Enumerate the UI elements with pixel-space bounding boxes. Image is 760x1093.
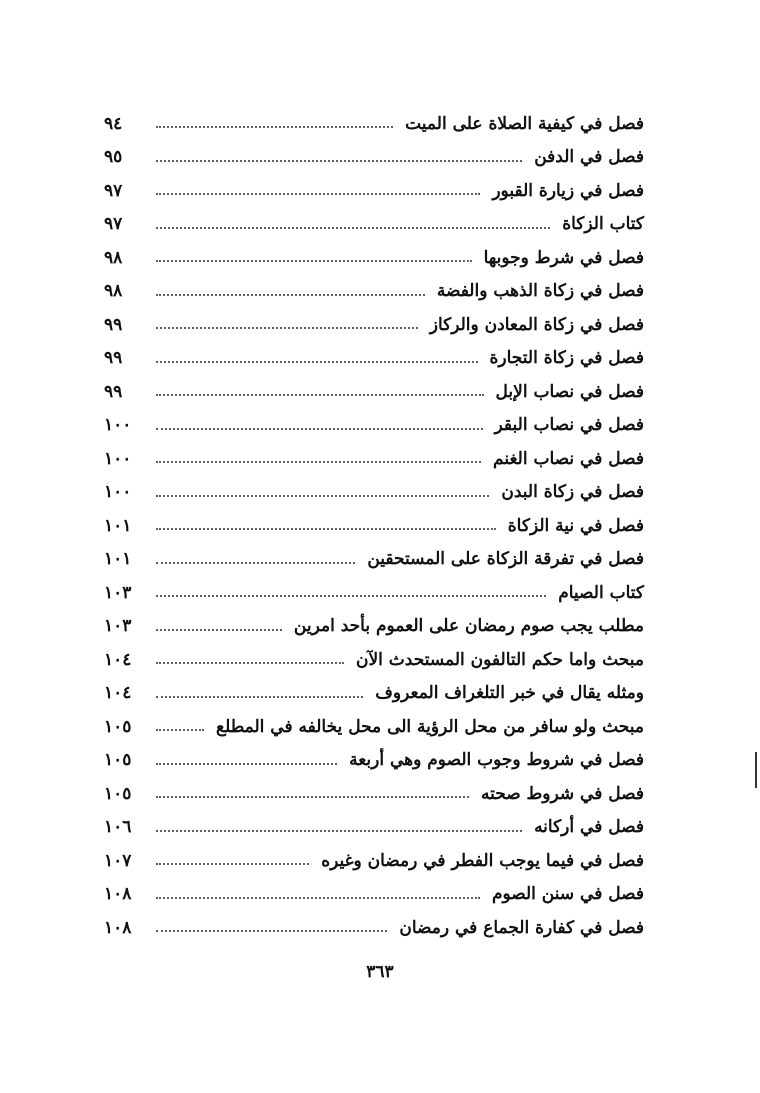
toc-entry-page-number: ١٠١: [104, 515, 132, 536]
toc-entry-page-number: ٩٧: [104, 180, 123, 201]
toc-entry-title: ومثله يقال في خبر التلغراف المعروف: [375, 683, 644, 704]
toc-entry-page-number: ١٠٤: [104, 683, 132, 704]
toc-entry-page-number: ١٠٥: [104, 783, 132, 804]
toc-entry-title: فصل في زكاة المعادن والركاز: [429, 314, 644, 335]
toc-entry-title: فصل في تفرقة الزكاة على المستحقين: [367, 549, 644, 570]
toc-entry-title: فصل في نصاب البقر: [494, 415, 644, 436]
toc-entry-page-number: ١٠٧: [104, 850, 132, 871]
dot-leader: [156, 594, 546, 597]
toc-entry-page-number: ١٠٣: [104, 616, 132, 637]
page-number: ٣٦٣: [366, 962, 394, 982]
toc-entry-title: فصل في زكاة البدن: [501, 482, 644, 503]
toc-entry-title: فصل في سنن الصوم: [491, 884, 644, 905]
toc-entry-title: مبحث ولو سافر من محل الرؤية الى محل يخالفه في المطلع: [216, 716, 644, 737]
dot-leader: [156, 762, 337, 765]
dot-leader: [156, 661, 344, 664]
toc-entry: [104, 643, 644, 677]
toc-entry-page-number: ٩٧: [104, 214, 123, 235]
toc-entry-title: فصل في أركانه: [534, 817, 644, 838]
dot-leader: [156, 192, 480, 195]
toc-entry-title: مبحث واما حكم التالفون المستحدث الآن: [355, 649, 644, 670]
toc-entry: [104, 710, 644, 744]
dot-leader: [156, 460, 481, 463]
toc-entry-page-number: ١٠٠: [104, 448, 132, 469]
toc-entry-title: فصل في زكاة الذهب والفضة: [436, 281, 644, 302]
toc-entry-title: فصل في الدفن: [534, 147, 644, 168]
toc-entry-title: فصل في فيما يوجب الفطر في رمضان وغيره: [321, 850, 644, 871]
toc-entry-title: كتاب الزكاة: [562, 214, 644, 235]
toc-entry: [104, 208, 644, 242]
toc-entry: [104, 777, 644, 811]
toc-entry-page-number: ١٠٨: [104, 884, 132, 905]
toc-entry: [104, 275, 644, 309]
toc-entry-page-number: ١٠٥: [104, 750, 132, 771]
dot-leader: [156, 326, 418, 329]
toc-entry: [104, 409, 644, 443]
toc-entry: [104, 811, 644, 845]
toc-entry: [104, 442, 644, 476]
dot-leader: [156, 159, 522, 162]
toc-entry-page-number: ٩٩: [104, 314, 123, 335]
toc-entry: [104, 476, 644, 510]
toc-entry-title: فصل في نية الزكاة: [507, 515, 644, 536]
toc-entry-title: فصل في نصاب الإبل: [495, 381, 644, 402]
toc-entry-title: فصل في كيفية الصلاة على الميت: [405, 113, 644, 134]
toc-entry-title: فصل في شروط وجوب الصوم وهي أربعة: [349, 750, 644, 771]
dot-leader: [156, 896, 480, 899]
dot-leader: [156, 628, 282, 631]
toc-entry: [104, 241, 644, 275]
toc-entry: [104, 744, 644, 778]
toc-entry-page-number: ٩٥: [104, 147, 123, 168]
toc-entry-page-number: ١٠٦: [104, 817, 132, 838]
toc-entry-page-number: ٩٩: [104, 348, 123, 369]
toc-entry: [104, 844, 644, 878]
toc-entry: [104, 878, 644, 912]
dot-leader: [156, 259, 472, 262]
table-of-contents: [104, 107, 644, 945]
toc-entry-page-number: ١٠٥: [104, 716, 132, 737]
dot-leader: [156, 695, 363, 698]
scan-edge-mark: [755, 752, 757, 788]
toc-entry-page-number: ١٠٣: [104, 582, 132, 603]
toc-entry-page-number: ١٠١: [104, 549, 132, 570]
toc-entry: [104, 911, 644, 945]
dot-leader: [156, 561, 355, 564]
dot-leader: [156, 494, 489, 497]
dot-leader: [156, 393, 484, 396]
toc-entry: [104, 308, 644, 342]
toc-entry: [104, 509, 644, 543]
toc-entry: [104, 576, 644, 610]
dot-leader: [156, 125, 393, 128]
toc-entry-page-number: ١٠٨: [104, 917, 132, 938]
toc-entry: [104, 342, 644, 376]
toc-entry-page-number: ٩٨: [104, 281, 123, 302]
toc-entry-title: فصل في كفارة الجماع في رمضان: [399, 917, 644, 938]
dot-leader: [156, 527, 496, 530]
dot-leader: [156, 728, 204, 731]
toc-entry-title: فصل في شروط صحته: [480, 783, 644, 804]
toc-entry-title: فصل في نصاب الغنم: [493, 448, 644, 469]
dot-leader: [156, 293, 425, 296]
toc-entry-page-number: ١٠٤: [104, 649, 132, 670]
toc-entry-title: فصل في شرط وجوبها: [483, 247, 644, 268]
dot-leader: [156, 226, 550, 229]
toc-entry-title: كتاب الصيام: [558, 582, 644, 603]
toc-entry: [104, 107, 644, 141]
dot-leader: [156, 360, 478, 363]
dot-leader: [156, 795, 469, 798]
toc-entry-page-number: ٩٤: [104, 113, 123, 134]
toc-entry-page-number: ٩٨: [104, 247, 123, 268]
toc-entry-page-number: ٩٩: [104, 381, 123, 402]
toc-entry: [104, 141, 644, 175]
dot-leader: [156, 829, 522, 832]
dot-leader: [156, 929, 387, 932]
toc-entry-title: مطلب يجب صوم رمضان على العموم بأحد امرين: [293, 616, 644, 637]
toc-entry-page-number: ١٠٠: [104, 415, 132, 436]
toc-entry-title: فصل في زيارة القبور: [492, 180, 644, 201]
dot-leader: [156, 862, 309, 865]
toc-entry-page-number: ١٠٠: [104, 482, 132, 503]
toc-entry: [104, 677, 644, 711]
toc-entry: [104, 610, 644, 644]
toc-entry-title: فصل في زكاة التجارة: [489, 348, 644, 369]
toc-entry: [104, 174, 644, 208]
toc-entry: [104, 375, 644, 409]
toc-entry: [104, 543, 644, 577]
dot-leader: [156, 427, 483, 430]
